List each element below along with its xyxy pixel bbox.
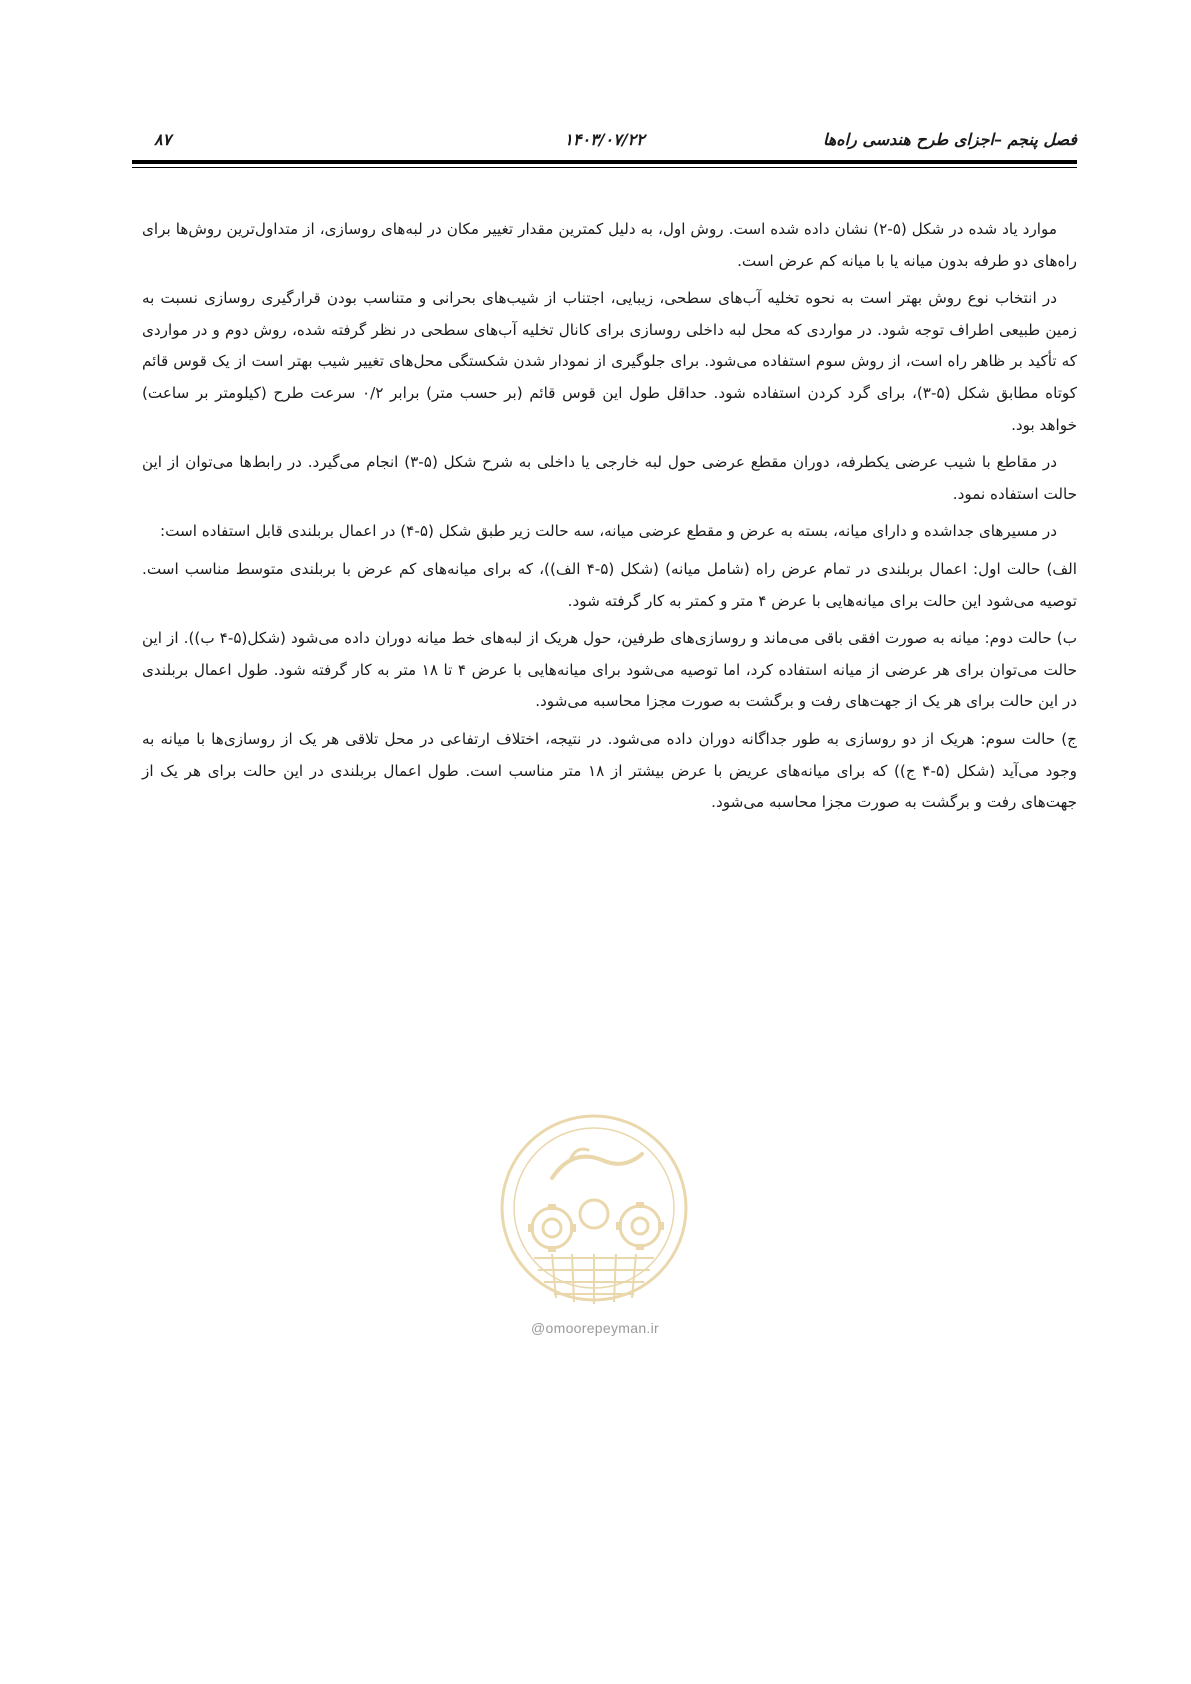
paragraph: در مقاطع با شیب عرضی یکطرفه، دوران مقطع عرضی حول لبه خارجی یا داخلی به شرح شکل (۵-۳) انجام می‌گیرد. در رابط‌ها می‌توان از این حالت استفاده نمود. xyxy=(142,453,1077,503)
header-rule-thin xyxy=(132,167,1077,168)
page-number: ۸۷ xyxy=(154,130,172,149)
chapter-title: فصل پنجم –اجزای طرح هندسی راه‌ها xyxy=(822,130,1077,149)
watermark-logo xyxy=(482,1108,706,1318)
body-text xyxy=(142,214,1077,825)
paragraph: موارد یاد شده در شکل (۵-۲) نشان داده شده است. روش اول، به دلیل کمترین مقدار تغییر مکان در لبه‌های روسازی، از متداول‌ترین روش‌ها برای راه‌های دو طرفه بدون میانه یا با میانه کم عرض است. xyxy=(142,220,1077,270)
list-item-jim: ج) حالت سوم: هریک از دو روسازی به طور جداگانه دوران داده می‌شود. در نتیجه، اختلاف ارتفاعی در محل تلاقی هر یک از روسازی‌ها با میانه به وجود می‌آید (شکل (۵-۴ ج)) که برای میانه‌های عریض با عرض بیشتر از ۱۸ متر مناسب است. طول اعمال بربلندی در این حالت برای هر یک از جهت‌های رفت و برگشت به صورت مجزا محاسبه می‌شود. xyxy=(142,729,1077,812)
list-item-alef: الف) حالت اول: اعمال بربلندی در تمام عرض راه (شامل میانه) (شکل (۵-۴ الف))، که برای میانه‌های کم عرض با بربلندی متوسط مناسب است. توصیه می‌شود این حالت برای میانه‌هایی با عرض ۴ متر و کمتر به کار گرفته شود. xyxy=(142,559,1077,610)
header-date: ۱۴۰۳/۰۷/۲۲ xyxy=(564,130,645,149)
page-header xyxy=(132,126,1077,154)
header-rule-thick xyxy=(132,160,1077,164)
list-item-be: ب) حالت دوم: میانه به صورت افقی باقی می‌ماند و روسازی‌های طرفین، حول هریک از لبه‌های خط میانه دوران داده می‌شود (شکل(۵-۴ ب)). از این حالت می‌توان برای هر عرضی از میانه استفاده کرد، اما توصیه می‌شود برای میانه‌هایی با عرض ۴ تا ۱۸ متر به کار گرفته شود. طول اعمال بربلندی در این حالت برای هر یک از جهت‌های رفت و برگشت به صورت مجزا محاسبه می‌شود. xyxy=(142,629,1077,711)
paragraph: در انتخاب نوع روش بهتر است به نحوه تخلیه آب‌های سطحی، زیبایی، اجتناب از شیب‌های بحرانی و متناسب بودن قرارگیری روسازی نسبت به زمین طبیعی اطراف توجه شود. در مواردی که محل لبه داخلی روسازی برای کانال تخلیه آب‌های سطحی در نظر گرفته شده، روش دوم و در مواردی که تأکید بر ظاهر راه است، از روش سوم استفاده می‌شود. برای جلوگیری از نمودار شدن شکستگی محل‌های تغییر شیب بهتر است از یک قوس قائم کوتاه مطابق شکل (۵-۳)، برای گرد کردن استفاده شود. حداقل طول این قوس قائم (بر حسب متر) برابر ۰/۲ سرعت طرح (کیلومتر بر ساعت) خواهد بود. xyxy=(142,289,1078,434)
watermark-url: @omoorepeyman.ir xyxy=(531,1320,659,1336)
paragraph: در مسیرهای جداشده و دارای میانه، بسته به عرض و مقطع عرضی میانه، سه حالت زیر طبق شکل (۵-۴) در اعمال بربلندی قابل استفاده است: xyxy=(160,522,1057,541)
